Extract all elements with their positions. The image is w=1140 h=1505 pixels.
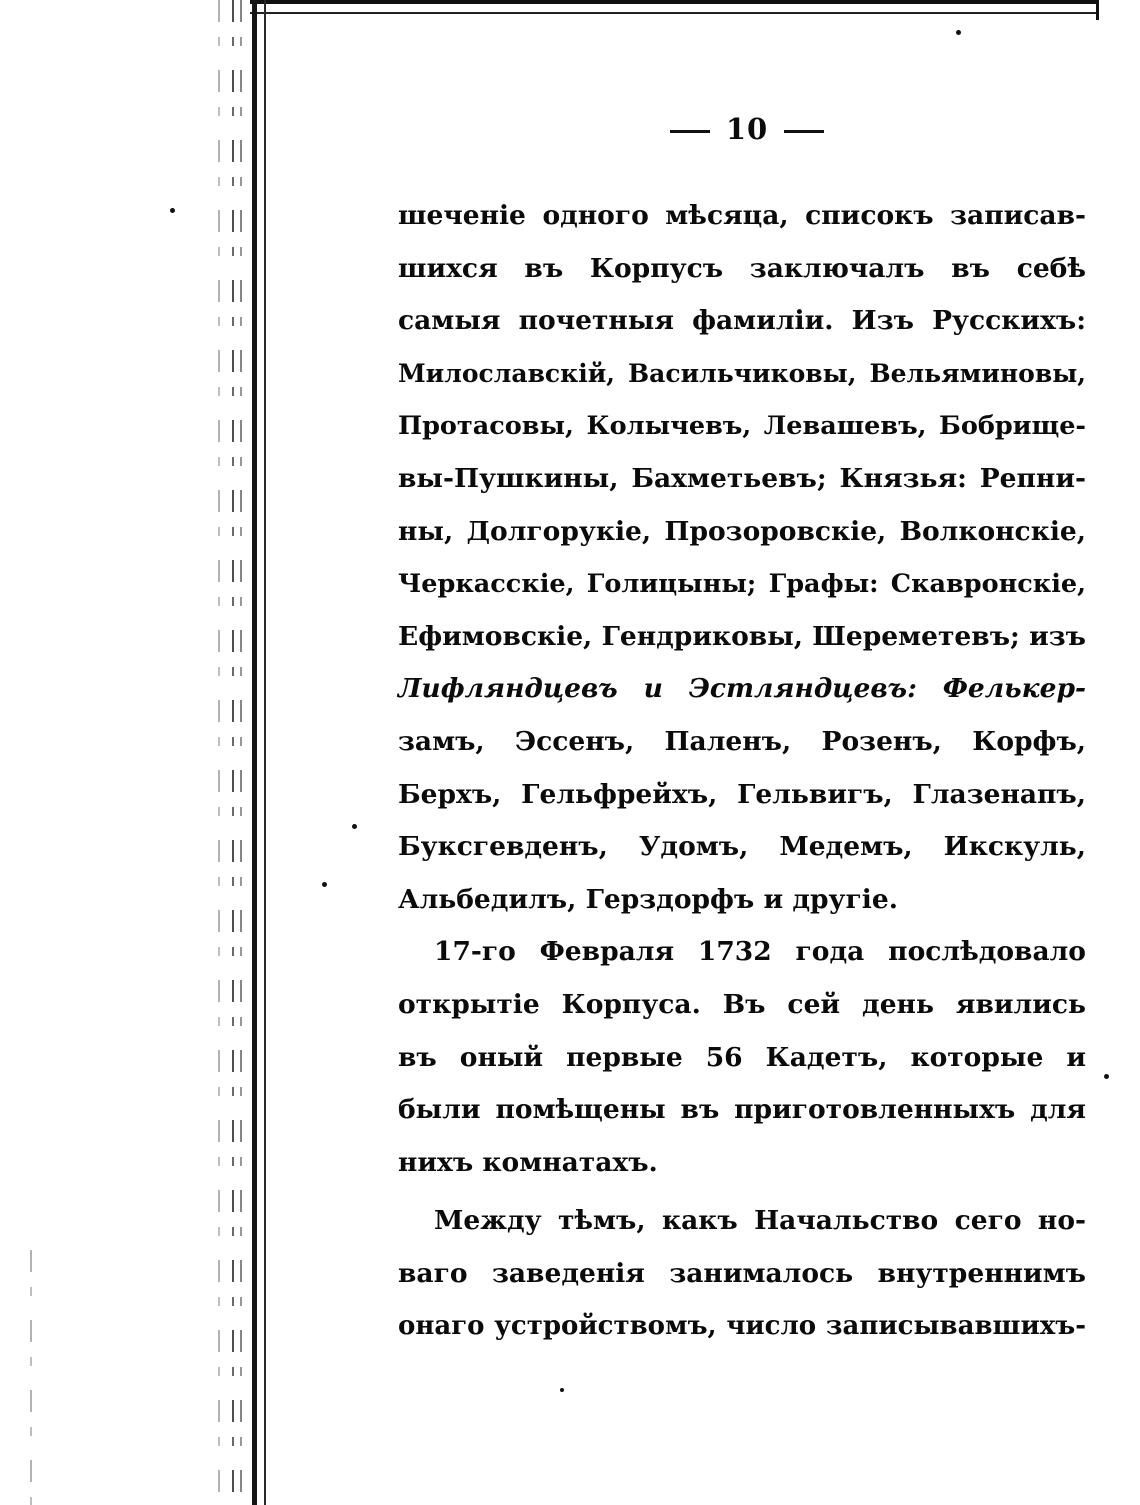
text-line: 17-го Февраля 1732 года послѣдовало bbox=[434, 936, 1086, 968]
body-text bbox=[398, 190, 1086, 1353]
page-spine-edge-inner bbox=[264, 0, 266, 1505]
text-line: Ефимовскіе, Гендриковы, Шереметевъ; изъ bbox=[398, 620, 1086, 652]
text-line: шихся въ Корпусъ заключалъ въ себѣ bbox=[398, 252, 1086, 284]
top-page-edge-inner bbox=[250, 12, 1098, 14]
text-line: Между тѣмъ, какъ Начальство сего но- bbox=[434, 1205, 1086, 1237]
binding-mark bbox=[232, 0, 234, 1505]
text-line: въ оный первые 56 Кадетъ, которые и bbox=[398, 1041, 1086, 1073]
page-number-value: 10 bbox=[725, 112, 769, 146]
ink-speck bbox=[322, 882, 327, 887]
ink-speck bbox=[560, 1388, 564, 1392]
text-line: Протасовы, Колычевъ, Левашевъ, Бобрище- bbox=[398, 411, 1086, 442]
text-line: вы-Пушкины, Бахметьевъ; Князья: Репни- bbox=[398, 462, 1086, 494]
text-line: самыя почетныя фамиліи. Изъ Русскихъ: bbox=[398, 305, 1086, 337]
text-line: Альбедилъ, Герздорфъ и другіе. bbox=[398, 883, 898, 915]
page-number-dash-left bbox=[670, 130, 710, 133]
text-line: Лифляндцевъ и Эстляндцевъ: Фелькер- bbox=[398, 673, 1086, 705]
text-line: замъ, Эссенъ, Паленъ, Розенъ, Корфъ, bbox=[398, 725, 1086, 757]
text-line: нихъ комнатахъ. bbox=[398, 1146, 658, 1178]
text-line: были помѣщены въ приготовленныхъ для bbox=[398, 1094, 1086, 1126]
binding-mark bbox=[30, 1250, 32, 1505]
ink-speck bbox=[170, 208, 175, 213]
text-line: Милославскій, Васильчиковы, Вельяминовы, bbox=[398, 358, 1086, 388]
text-line: шеченіе одного мѣсяца, списокъ записав- bbox=[398, 200, 1086, 231]
text-line: Берхъ, Гельфрейхъ, Гельвигъ, Глазенапъ, bbox=[398, 778, 1086, 810]
right-page-edge bbox=[1096, 0, 1099, 20]
text-line: Черкасскіе, Голицыны; Графы: Скавронскіе, bbox=[398, 569, 1086, 600]
ink-speck bbox=[956, 30, 961, 35]
text-line: ваго заведенія занималось внутреннимъ bbox=[398, 1257, 1086, 1289]
text-line: Буксгевденъ, Удомъ, Медемъ, Икскуль, bbox=[398, 831, 1086, 863]
text-line: ны, Долгорукіе, Прозоровскіе, Волконскіе, bbox=[398, 515, 1086, 547]
ink-speck bbox=[1104, 1074, 1109, 1079]
binding-mark bbox=[218, 0, 220, 1505]
page-spine-edge bbox=[252, 0, 257, 1505]
ink-speck bbox=[352, 824, 357, 829]
binding-mark bbox=[240, 0, 242, 1505]
page-number-dash-right bbox=[784, 130, 824, 133]
text-line: открытіе Корпуса. Въ сей день явились bbox=[398, 988, 1086, 1020]
top-page-edge bbox=[250, 0, 1098, 4]
text-line: онаго устройствомъ, число записывавшихъ- bbox=[398, 1311, 1086, 1342]
page-number bbox=[0, 112, 1140, 146]
